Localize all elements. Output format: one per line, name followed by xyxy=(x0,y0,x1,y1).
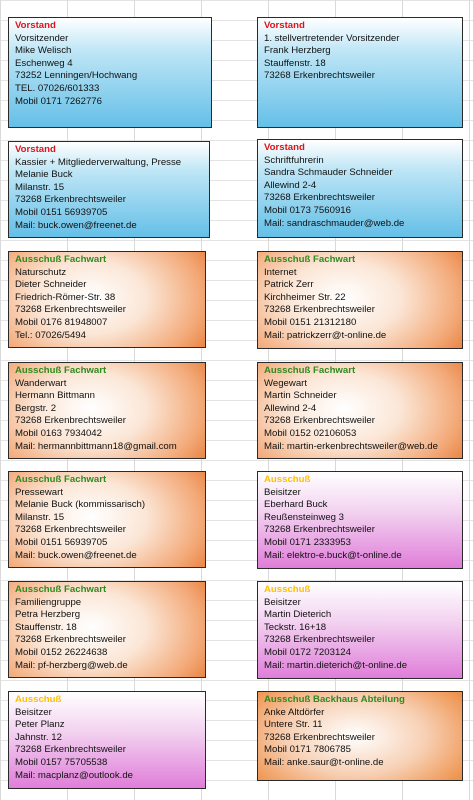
card-line: Mobil 0157 75705538 xyxy=(15,756,108,768)
card-line: Mobil 0163 7934042 xyxy=(15,427,102,439)
card-line: Petra Herzberg xyxy=(15,609,81,621)
card-line: 73252 Lenningen/Hochwang xyxy=(15,70,138,82)
card-line: Milanstr. 15 xyxy=(15,511,65,523)
card-title: Vorstand xyxy=(264,142,305,153)
card-line: Mobil 0172 7203124 xyxy=(264,646,351,658)
card-line: Mobil 0176 81948007 xyxy=(15,316,108,328)
card-line: Pressewart xyxy=(15,486,63,498)
contact-card xyxy=(257,17,463,128)
contact-card xyxy=(8,581,206,678)
card-line: Naturschutz xyxy=(15,266,67,278)
card-line: Mail: buck.owen@freenet.de xyxy=(15,549,137,561)
card-line: Kirchheimer Str. 22 xyxy=(264,291,346,303)
contact-card xyxy=(257,251,463,349)
card-line: Peter Planz xyxy=(15,719,65,731)
contact-card xyxy=(8,141,210,238)
card-line: 73268 Erkenbrechtsweiler xyxy=(264,524,375,536)
contact-card xyxy=(257,691,463,781)
card-line: Familiengruppe xyxy=(15,596,82,608)
card-title: Ausschuß Fachwart xyxy=(15,365,107,376)
card-line: Eberhard Buck xyxy=(264,499,328,511)
card-title: Ausschuß Fachwart xyxy=(15,474,107,485)
card-line: 73268 Erkenbrechtsweiler xyxy=(264,70,375,82)
card-line: Martin Schneider xyxy=(264,390,337,402)
card-line: Beisitzer xyxy=(264,596,301,608)
card-line: Vorsitzender xyxy=(15,32,69,44)
card-line: 73268 Erkenbrechtsweiler xyxy=(264,304,375,316)
card-line: Mail: martin.dieterich@t-online.de xyxy=(264,659,408,671)
card-title: Ausschuß xyxy=(264,474,311,485)
contact-card xyxy=(257,471,463,569)
card-line: Untere Str. 11 xyxy=(264,719,323,731)
card-title: Vorstand xyxy=(264,20,305,31)
contact-card xyxy=(257,581,463,679)
card-line: Beisitzer xyxy=(15,706,52,718)
card-title: Ausschuß Fachwart xyxy=(264,254,356,265)
card-line: 1. stellvertretender Vorsitzender xyxy=(264,32,400,44)
card-line: Mail: sandraschmauder@web.de xyxy=(264,217,405,229)
card-line: Mail: elektro-e.buck@t-online.de xyxy=(264,549,402,561)
card-line: Milanstr. 15 xyxy=(15,181,65,193)
contact-card xyxy=(8,251,206,348)
card-line: Allewind 2-4 xyxy=(264,402,317,414)
card-title: Ausschuß xyxy=(264,584,311,595)
card-line: Mobil 0171 2333953 xyxy=(264,536,351,548)
contact-card xyxy=(8,691,206,789)
card-line: Mail: macplanz@outlook.de xyxy=(15,769,133,781)
card-line: Beisitzer xyxy=(264,486,301,498)
card-line: Dieter Schneider xyxy=(15,279,87,291)
card-line: Friedrich-Römer-Str. 38 xyxy=(15,291,116,303)
card-line: Jahnstr. 12 xyxy=(15,731,62,743)
card-title: Ausschuß Backhaus Abteilung xyxy=(264,694,405,705)
card-line: Mail: martin-erkenbrechtsweiler@web.de xyxy=(264,440,438,452)
card-line: Allewind 2-4 xyxy=(264,179,317,191)
card-line: Hermann Bittmann xyxy=(15,390,95,402)
card-line: Mobil 0152 02106053 xyxy=(264,427,357,439)
card-line: Mike Welisch xyxy=(15,45,72,57)
card-line: Mail: hermannbittmann18@gmail.com xyxy=(15,440,177,452)
card-line: Mail: patrickzerr@t-online.de xyxy=(264,329,387,341)
card-line: 73268 Erkenbrechtsweiler xyxy=(15,524,126,536)
card-title: Ausschuß Fachwart xyxy=(264,365,356,376)
card-line: Mail: pf-herzberg@web.de xyxy=(15,659,128,671)
contact-card xyxy=(8,471,206,568)
card-title: Vorstand xyxy=(15,144,56,155)
contact-card xyxy=(257,139,463,238)
card-line: Stauffenstr. 18 xyxy=(264,57,326,69)
card-line: Melanie Buck xyxy=(15,169,73,181)
card-line: Mail: buck.owen@freenet.de xyxy=(15,219,137,231)
card-line: Internet xyxy=(264,266,297,278)
contact-card xyxy=(8,17,212,128)
card-line: Mobil 0151 56939705 xyxy=(15,536,108,548)
card-line: Bergstr. 2 xyxy=(15,402,57,414)
card-line: Wanderwart xyxy=(15,377,67,389)
card-line: 73268 Erkenbrechtsweiler xyxy=(264,192,375,204)
card-line: 73268 Erkenbrechtsweiler xyxy=(264,415,375,427)
card-line: Stauffenstr. 18 xyxy=(15,621,77,633)
card-line: 73268 Erkenbrechtsweiler xyxy=(264,731,375,743)
card-line: Sandra Schmauder Schneider xyxy=(264,167,393,179)
card-title: Ausschuß Fachwart xyxy=(15,254,107,265)
card-line: Mobil 0173 7560916 xyxy=(264,204,351,216)
card-line: Mail: anke.saur@t-online.de xyxy=(264,756,384,768)
card-line: Reußensteinweg 3 xyxy=(264,511,344,523)
card-line: Melanie Buck (kommissarisch) xyxy=(15,499,146,511)
card-title: Ausschuß xyxy=(15,694,62,705)
card-line: Mobil 0152 26224638 xyxy=(15,646,108,658)
card-line: Kassier + Mitgliederverwaltung, Presse xyxy=(15,156,182,168)
contact-card xyxy=(257,362,463,459)
card-line: 73268 Erkenbrechtsweiler xyxy=(15,194,126,206)
card-line: Wegewart xyxy=(264,377,308,389)
contact-card xyxy=(8,362,206,459)
card-line: 73268 Erkenbrechtsweiler xyxy=(15,634,126,646)
card-line: 73268 Erkenbrechtsweiler xyxy=(264,634,375,646)
card-line: Mobil 0171 7262776 xyxy=(15,95,102,107)
card-title: Vorstand xyxy=(15,20,56,31)
card-line: Mobil 0151 21312180 xyxy=(264,316,357,328)
card-line: Anke Altdörfer xyxy=(264,706,325,718)
card-line: Eschenweg 4 xyxy=(15,57,73,69)
card-line: Patrick Zerr xyxy=(264,279,314,291)
card-line: Teckstr. 16+18 xyxy=(264,621,327,633)
card-line: Mobil 0151 56939705 xyxy=(15,206,108,218)
card-line: 73268 Erkenbrechtsweiler xyxy=(15,304,126,316)
card-line: Mobil 0171 7806785 xyxy=(264,744,351,756)
card-line: TEL. 07026/601333 xyxy=(15,82,100,94)
card-line: 73268 Erkenbrechtsweiler xyxy=(15,744,126,756)
card-line: Schriftfuhrerin xyxy=(264,154,324,166)
card-line: Tel.: 07026/5494 xyxy=(15,329,86,341)
card-line: 73268 Erkenbrechtsweiler xyxy=(15,415,126,427)
card-line: Frank Herzberg xyxy=(264,45,331,57)
card-line: Martin Dieterich xyxy=(264,609,332,621)
card-title: Ausschuß Fachwart xyxy=(15,584,107,595)
